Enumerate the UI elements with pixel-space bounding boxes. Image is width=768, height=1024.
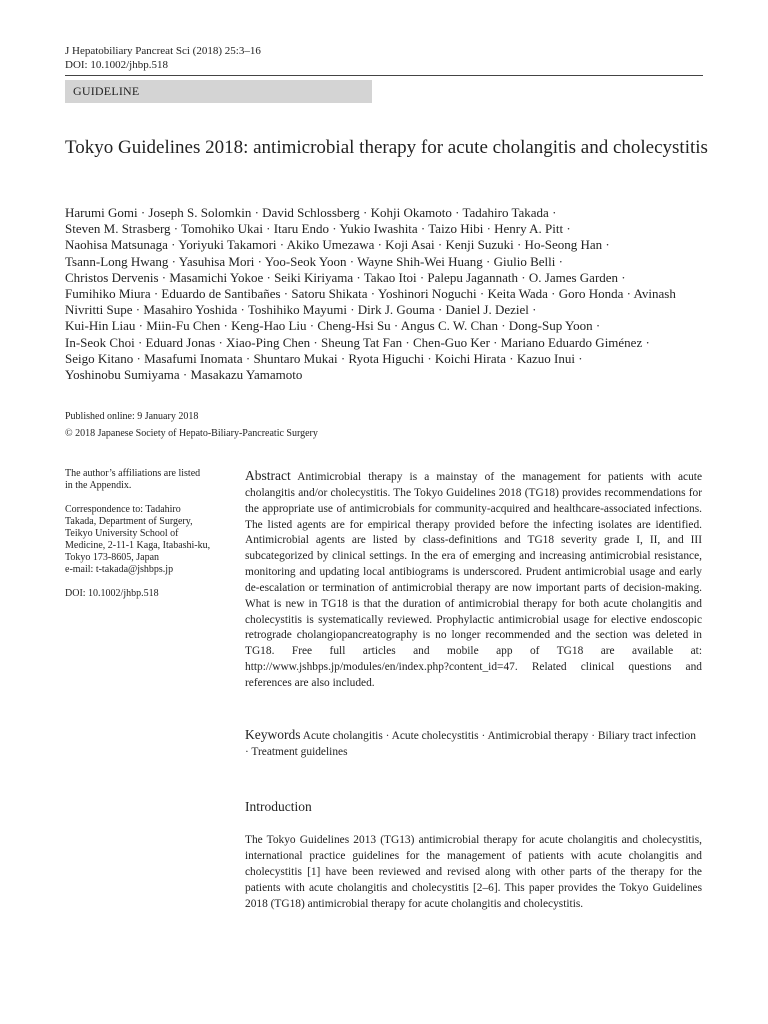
author-line: Kui-Hin Liau · Miin-Fu Chen · Keng-Hao Liu · Cheng-Hsi Su · Angus C. W. Chan · Dong-Sup Yoon ·	[65, 318, 601, 334]
author-list	[65, 205, 715, 383]
author-line: In-Seok Choi · Eduard Jonas · Xiao-Ping Chen · Sheung Tat Fan · Chen-Guo Ker · Mariano Eduardo Giménez ·	[65, 334, 650, 350]
author-line: Harumi Gomi · Joseph S. Solomkin · David Schlossberg · Kohji Okamoto · Tadahiro Takada ·	[65, 205, 557, 220]
abstract-section	[245, 468, 702, 692]
article-title: Tokyo Guidelines 2018: antimicrobial therapy for acute cholangitis and cholecystitis	[65, 137, 708, 158]
section-label: GUIDELINE	[73, 84, 140, 98]
keywords-section	[245, 727, 702, 760]
sidebar-doi: DOI: 10.1002/jhbp.518	[65, 588, 159, 599]
abstract-text: Antimicrobial therapy is a mainstay of the management for patients with acute cholangitis and/or cholecystitis. The Tokyo Guidelines 2018 (TG18) provides recommendations for the appropriate use of antimicrobials for community-acquired and healthcare-associated infections. The listed agents are for empirical therapy provided before the infecting isolates are identified. Antimicrobial agents are listed by class-definitions and TG18 severity grade I, II, and III subcategorized by clinical settings. In the era of emerging and increasing antimicrobial resistance, monitoring and updating local antibiograms is underscored. Prudent antimicrobial usage and early de-escalation or termination of antimicrobial therapy are now important parts of decision-making. What is new in TG18 is that the duration of antimicrobial therapy for both acute cholangitis and cholecystitis is systematically reviewed. Prophylactic antimicrobial usage for elective endoscopic retrograde cholangiopancreatography is no longer recommended and the section was deleted in TG18. Free full articles and mobile app of TG18 are available at: http://www.jshbps.jp/modules/en/index.php?content_id=47. Related clinical questions and references are also included.	[245, 471, 702, 689]
keywords-heading: Keywords	[245, 727, 301, 742]
introduction-heading: Introduction	[245, 799, 312, 814]
copyright-notice: © 2018 Japanese Society of Hepato-Biliary-Pancreatic Surgery	[65, 428, 318, 439]
header-rule	[65, 75, 703, 76]
affiliations-note: The author’s affiliations are listed in the Appendix.	[65, 468, 201, 491]
author-line: Tsann-Long Hwang · Yasuhisa Mori · Yoo-Seok Yoon · Wayne Shih-Wei Huang · Giulio Belli ·	[65, 253, 563, 269]
published-date: Published online: 9 January 2018	[65, 411, 199, 422]
author-line: Naohisa Matsunaga · Yoriyuki Takamori · Akiko Umezawa · Koji Asai · Kenji Suzuki · Ho-Seong Han ·	[65, 237, 610, 253]
author-line: Seigo Kitano · Masafumi Inomata · Shuntaro Mukai · Ryota Higuchi · Koichi Hirata · Kazuo Inui ·	[65, 350, 583, 366]
journal-reference: J Hepatobiliary Pancreat Sci (2018) 25:3–16	[65, 45, 261, 57]
author-line: Nivritti Supe · Masahiro Yoshida · Toshihiko Mayumi · Dirk J. Gouma · Daniel J. Deziel ·	[65, 302, 537, 318]
author-line: Steven M. Strasberg · Tomohiko Ukai · Itaru Endo · Yukio Iwashita · Taizo Hibi · Henry A. Pitt ·	[65, 221, 571, 237]
correspondence-note: Correspondence to: Tadahiro Takada, Department of Surgery, Teikyo University School of Medicine, 2-11-1 Kaga, Itabashi-ku, Tokyo 173-8605, Japan e-mail: t-takada@jshbps.jp	[65, 504, 211, 575]
keywords-text: Acute cholangitis · Acute cholecystitis · Antimicrobial therapy · Biliary tract infection · Treatment guidelines	[245, 730, 696, 758]
section-label-bar	[65, 80, 372, 103]
sidebar-notes	[65, 468, 235, 612]
header-doi: DOI: 10.1002/jhbp.518	[65, 59, 168, 71]
abstract-heading: Abstract	[245, 468, 291, 483]
author-line: Yoshinobu Sumiyama · Masakazu Yamamoto	[65, 367, 303, 383]
author-line: Christos Dervenis · Masamichi Yokoe · Seiki Kiriyama · Takao Itoi · Palepu Jagannath · O. James Garden ·	[65, 269, 626, 285]
author-line: Fumihiko Miura · Eduardo de Santibañes · Satoru Shikata · Yoshinori Noguchi · Keita Wada · Goro Honda · Avinash	[65, 286, 676, 302]
introduction-text: The Tokyo Guidelines 2013 (TG13) antimicrobial therapy for acute cholangitis and cholecystitis, international practice guidelines for the management of patients with acute cholangitis and cholecystitis [1] have been reviewed and revised along with other parts of the therapy for the patients with acute cholangitis and cholecystitis [2–6]. This paper provides the Tokyo Guidelines 2018 (TG18) antimicrobial therapy for acute cholangitis and cholecystitis.	[245, 834, 702, 910]
